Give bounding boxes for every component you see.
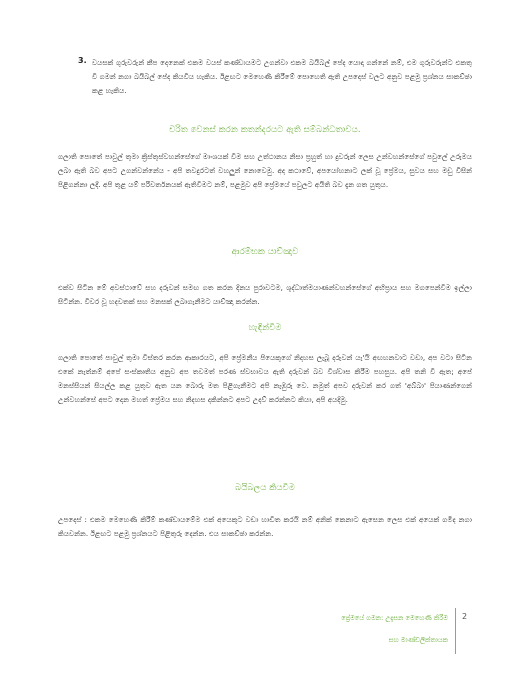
footer-title: ප්‍රේමයේ ගමන: උදැසන මෙහෙණි කිරීම xyxy=(341,614,448,622)
section-body-story: ගලාති පොතේ පාවුල් තුමා ක්‍රිස්තුස්වහන්සේගේ මාංශයක් වීම සහ උත්ථානය නිසා ප්‍රහුත් හා දුවරුන් ලෙස උන්වහන්සේගේ පවුලේ උරුමය ලබා ඇති බව අපට උගන්වන්නේය - අපි තවදුරටත් වහලුන් නොවෙමු. අද කථාවේ, අපයෝහනාට ලක් වූ ප්‍රේමය, සුවය සහ මඩු විසින් පිළිගන්නා ලදී. අපි තුළ යම් පරිවර්තනයක් ඇතිවීමට නම්, පළමුව අපි ප්‍රේමයේ පවුලට අයිති බව දැන ගත යුතුය. xyxy=(58,152,472,189)
list-number: 3. xyxy=(78,56,87,65)
section-body-bible-reading: උපදෙස් : එකම මෙහෙණි කිරීම් කණ්ඩායමේම එක් අයෙකුට වඩා හාඩීත කරයි නම් අනික් කෙනාට ඇසෙන ලෙස එක් අයෙක් ගමිද නගා කියවන්න. ඊළඟට පළමු ප්‍රශ්නයට පිළිතුරු දෙන්න. එය සාකච්ඡා කරන්න. xyxy=(58,515,472,538)
numbered-paragraph: වයසක් ගුරුවරුන් කීප දෙනෙක් එකම වයස් කණ්ඩායමට උගන්වා එකම බයිබල් පේද යොදා ගන්නේ නම්, එම ගුරුවරුන්ට එකතු වී ගමන් නගා බයිබල් පේද කියවිය හැකිය. ඊළඟට මෙහෙණි කිරීමේ පොහෙති ඇති උපදෙස් වලට අනුව පළමු ප්‍රශ්නය සාකච්ඡා කළ හැකිය. xyxy=(92,58,472,95)
section-body-introduction: ගලාති පොතේ පාවුල් තුමා විස්තර කරන ආකාරයට, අපි ප්‍රේමනීය පියෙකුගේ නිදහස ලැබූ දරුවන් යැ'යි අඟහනවාට වඩා, අප වටා සිටින එකේ නැත්නම් අපේ සංස්කෘතිය අනුව අප තවමත් පරණ ස්වභාවය ඇති දරුවන් බව විශ්වාස කිරීම පහසුය. අපි තනි වී ඇත; අපේ මනස්සියන් සියල්ල කළ යුතුව ඇත යන බොරු මත පිළිගැනීමට අපි නැඹුරු වෙ. නමුත් අපව දරුවන් කර ගත් 'අබ්බා' පියාණන්ගෙන් උන්වහන්සේ අපට දෙන මහත් ප්‍රේමය සහ නිදහස දකින්නට අපට උදව් කරන්නට කියා, අපි අයදිමු. xyxy=(58,353,472,404)
section-body-opening-prayer: එක්ව සිටින මේ අවස්ථාවේ සහ දරුවන් සමඟ ගත කරන දිනය පුරාවටම, ශුද්ධාත්මයාණන්වහන්සේගේ අභිප්‍රාය සහ මගපෙන්වීම ඉල්ලා සිටින්න. විවර වූ හදවතක් සහ මනසක් ලබාගැනීමට යාච්ඤා කරන්න. xyxy=(58,283,472,306)
page-number: 2 xyxy=(462,612,468,621)
section-heading-opening-prayer: ආරම්භක යාච්ඤාව xyxy=(231,246,299,256)
section-heading-introduction: හැඳින්වීම xyxy=(248,322,282,332)
footer-subtitle: සහ මාණ්ඩලික්තායක xyxy=(388,636,448,644)
footer-divider xyxy=(455,608,456,654)
section-heading-story: චරිත වෙනස් කරන කතන්දරයට ඇති සම්බන්ධතාවය. xyxy=(169,124,361,134)
section-heading-bible-reading: බයිබලය කියවීම xyxy=(235,482,295,492)
